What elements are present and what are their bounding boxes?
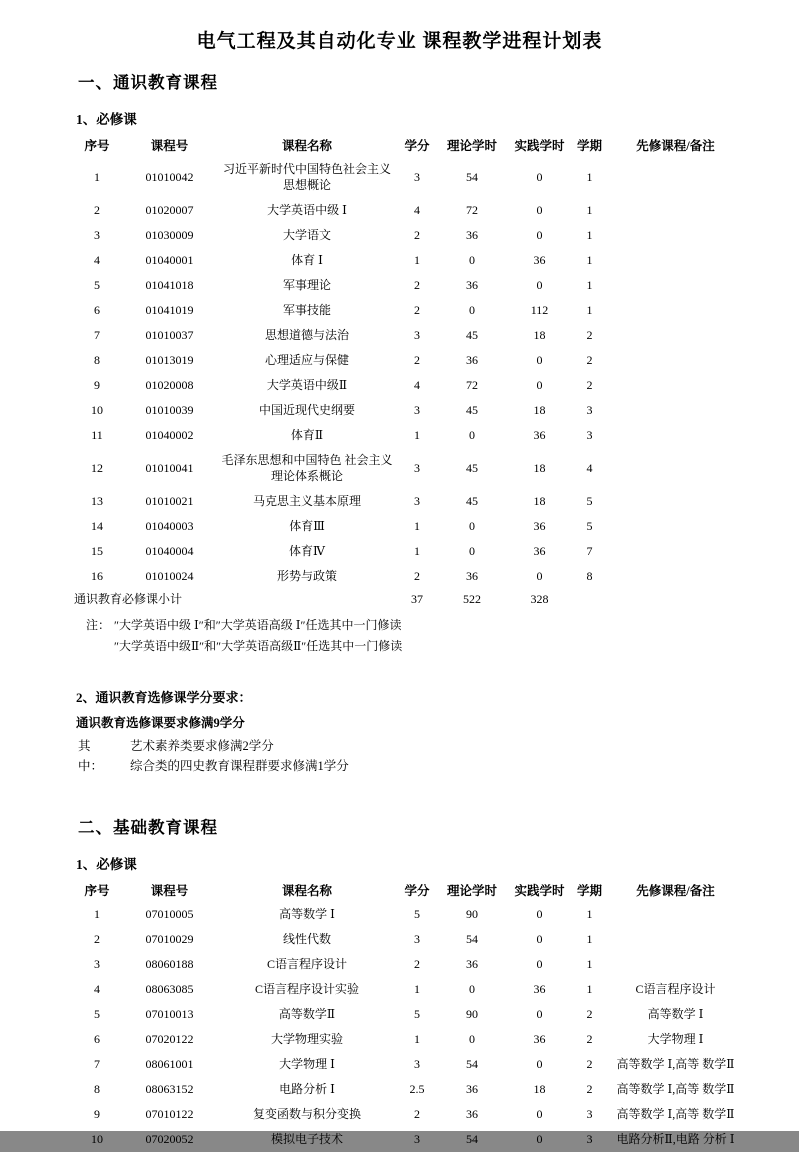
cell-practice: 18 — [533, 328, 546, 342]
cell-id: 01010021 — [145, 494, 194, 508]
cell-credits: 3 — [414, 328, 420, 342]
cell-term: 1 — [586, 228, 593, 242]
cell-credits: 3 — [414, 1132, 420, 1146]
cell-term: 1 — [586, 982, 593, 996]
cell-prereq — [607, 514, 744, 539]
cell-id: 01010037 — [145, 328, 194, 342]
cell-prereq: 高等数学 Ⅰ,高等 数学Ⅱ — [616, 1107, 735, 1121]
column-header: 实践学时 — [514, 139, 565, 153]
section1-required-heading: 1、必修课 — [76, 112, 137, 127]
cell-id: 07010029 — [145, 932, 194, 946]
cell-theory: 54 — [466, 932, 478, 946]
cell-credits: 2 — [414, 353, 420, 367]
cell-credits: 1 — [414, 428, 420, 442]
cell-theory: 36 — [466, 569, 478, 583]
cell-practice: 0 — [536, 957, 543, 971]
column-header: 课程号 — [150, 139, 189, 153]
cell-no: 2 — [94, 932, 100, 946]
cell-practice: 0 — [536, 1057, 543, 1071]
cell-prereq — [607, 298, 744, 323]
cell-name: 模拟电子技术 — [270, 1132, 343, 1146]
course-row — [72, 902, 744, 927]
cell-theory: 36 — [466, 228, 478, 242]
cell-practice: 36 — [533, 544, 546, 558]
table-header-row — [72, 879, 744, 902]
cell-practice: 36 — [533, 519, 546, 533]
cell-no: 5 — [94, 1007, 100, 1021]
cell-no: 7 — [94, 1057, 100, 1071]
course-row — [72, 977, 744, 1002]
course-row — [72, 927, 744, 952]
cell-no: 16 — [91, 569, 103, 583]
column-header: 实践学时 — [514, 884, 565, 898]
cell-id: 07010013 — [145, 1007, 194, 1021]
cell-term: 2 — [586, 328, 593, 342]
cell-prereq: 电路分析Ⅱ,电路 分析 Ⅰ — [616, 1132, 735, 1146]
cell-term: 7 — [586, 544, 593, 558]
cell-no: 3 — [94, 228, 100, 242]
subtotal-credits: 37 — [411, 592, 423, 606]
cell-no: 9 — [94, 378, 100, 392]
cell-prereq — [607, 564, 744, 589]
cell-term: 2 — [586, 1007, 593, 1021]
cell-no: 11 — [91, 428, 103, 442]
cell-theory: 0 — [469, 544, 475, 558]
course-row — [72, 448, 744, 489]
cell-theory: 54 — [466, 170, 478, 184]
table2-header — [72, 879, 744, 902]
column-header: 理论学时 — [446, 139, 497, 153]
cell-term: 2 — [586, 353, 593, 367]
cell-name: 体育Ⅲ — [289, 519, 325, 533]
column-header: 学分 — [404, 139, 430, 153]
cell-prereq — [607, 157, 744, 198]
cell-no: 9 — [94, 1107, 100, 1121]
elective-item-history: 综合类的四史教育课程群要求修满1学分 — [130, 759, 349, 773]
column-header: 先修课程/备注 — [636, 139, 715, 153]
column-header: 学期 — [576, 139, 602, 153]
cell-practice: 0 — [536, 907, 543, 921]
cell-practice: 0 — [536, 378, 543, 392]
cell-theory: 54 — [466, 1132, 478, 1146]
cell-credits: 3 — [414, 170, 420, 184]
cell-theory: 90 — [466, 907, 478, 921]
cell-credits: 1 — [414, 544, 420, 558]
course-row — [72, 323, 744, 348]
course-row — [72, 1052, 744, 1077]
elective-detail-row-1 — [76, 736, 743, 756]
cell-prereq — [607, 398, 744, 423]
cell-name: C语言程序设计实验 — [254, 982, 359, 996]
cell-name: 线性代数 — [282, 932, 331, 946]
side-label-zhong: 中： — [78, 759, 104, 773]
cell-credits: 4 — [414, 378, 420, 392]
cell-id: 01013019 — [145, 353, 194, 367]
column-header: 课程号 — [150, 884, 189, 898]
cell-prereq — [607, 489, 744, 514]
cell-practice: 36 — [533, 428, 546, 442]
cell-no: 6 — [94, 303, 100, 317]
cell-name: 形势与政策 — [276, 569, 337, 583]
cell-name: 军事理论 — [282, 278, 331, 292]
cell-practice: 112 — [530, 303, 549, 317]
cell-term: 8 — [586, 569, 593, 583]
cell-practice: 0 — [536, 932, 543, 946]
page-title: 电气工程及其自动化专业 课程教学进程计划表 — [196, 31, 603, 52]
cell-term: 1 — [586, 957, 593, 971]
course-row — [72, 1027, 744, 1052]
cell-no: 15 — [91, 544, 103, 558]
cell-id: 01020007 — [145, 203, 194, 217]
cell-practice: 0 — [536, 1132, 543, 1146]
course-row — [72, 248, 744, 273]
cell-theory: 0 — [469, 1032, 475, 1046]
cell-practice: 0 — [536, 228, 543, 242]
subtotal-row — [72, 589, 744, 611]
cell-prereq — [607, 539, 744, 564]
cell-prereq — [607, 373, 744, 398]
cell-theory: 0 — [469, 982, 475, 996]
basic-education-course-table — [72, 879, 744, 1152]
cell-credits: 2.5 — [409, 1082, 425, 1096]
cell-theory: 45 — [466, 403, 478, 417]
cell-no: 3 — [94, 957, 100, 971]
section2-heading: 二、基础教育课程 — [78, 818, 218, 837]
cell-id: 07020052 — [145, 1132, 194, 1146]
cell-term: 2 — [586, 378, 593, 392]
cell-id: 01020008 — [145, 378, 194, 392]
cell-term: 5 — [586, 494, 593, 508]
cell-prereq: 高等数学 Ⅰ,高等 数学Ⅱ — [616, 1082, 735, 1096]
cell-credits: 2 — [414, 228, 420, 242]
cell-practice: 0 — [536, 1007, 543, 1021]
note-line-2: ″大学英语中级Ⅱ″和″大学英语高级Ⅱ″任选其中一门修读 — [114, 639, 403, 653]
cell-credits: 5 — [414, 1007, 420, 1021]
cell-id: 01010039 — [145, 403, 194, 417]
course-row — [72, 539, 744, 564]
cell-credits: 4 — [414, 203, 420, 217]
table-header-row — [72, 134, 744, 157]
cell-no: 8 — [94, 353, 100, 367]
cell-prereq — [607, 348, 744, 373]
course-row — [72, 514, 744, 539]
cell-practice: 0 — [536, 278, 543, 292]
cell-name: 高等数学Ⅱ — [278, 1007, 336, 1021]
cell-name: 中国近现代史纲要 — [258, 403, 355, 417]
cell-prereq — [607, 952, 744, 977]
column-header: 课程名称 — [281, 884, 332, 898]
cell-prereq — [607, 423, 744, 448]
column-header: 学期 — [576, 884, 602, 898]
cell-credits: 3 — [414, 1057, 420, 1071]
cell-theory: 0 — [469, 519, 475, 533]
cell-no: 13 — [91, 494, 103, 508]
cell-no: 7 — [94, 328, 100, 342]
cell-name: 电路分析 Ⅰ — [279, 1082, 335, 1096]
cell-id: 08063085 — [145, 982, 194, 996]
elective-total-requirement: 通识教育选修课要求修满9学分 — [76, 716, 245, 730]
cell-practice: 36 — [533, 1032, 546, 1046]
cell-id: 01010024 — [145, 569, 194, 583]
cell-term: 1 — [586, 203, 593, 217]
cell-theory: 54 — [466, 1057, 478, 1071]
course-row — [72, 298, 744, 323]
cell-no: 5 — [94, 278, 100, 292]
cell-term: 1 — [586, 932, 593, 946]
cell-no: 12 — [91, 461, 103, 475]
course-row — [72, 1127, 744, 1152]
cell-id: 01040003 — [145, 519, 194, 533]
column-header: 序号 — [84, 884, 110, 898]
cell-prereq: 高等数学 Ⅰ,高等 数学Ⅱ — [616, 1057, 735, 1071]
course-row — [72, 423, 744, 448]
course-row — [72, 1002, 744, 1027]
section2-required-heading: 1、必修课 — [76, 857, 137, 872]
subtotal-theory-hours: 522 — [463, 592, 481, 606]
cell-name: 体育 Ⅰ — [291, 253, 323, 267]
cell-name: 大学物理实验 — [270, 1032, 343, 1046]
column-header: 序号 — [84, 139, 110, 153]
table1-notes — [86, 615, 743, 657]
course-row — [72, 952, 744, 977]
table1-body — [72, 157, 744, 589]
cell-name: 马克思主义基本原理 — [252, 494, 361, 508]
cell-term: 2 — [586, 1057, 593, 1071]
cell-id: 08063152 — [145, 1082, 194, 1096]
cell-credits: 3 — [414, 403, 420, 417]
course-row — [72, 373, 744, 398]
cell-term: 3 — [586, 1132, 593, 1146]
cell-theory: 90 — [466, 1007, 478, 1021]
note-line-1: ″大学英语中级 Ⅰ″和″大学英语高级 Ⅰ″任选其中一门修读 — [114, 618, 402, 632]
subtotal-label: 通识教育必修课小计 — [74, 592, 183, 606]
cell-prereq — [607, 248, 744, 273]
cell-term: 3 — [586, 428, 593, 442]
course-row — [72, 1102, 744, 1127]
course-row — [72, 489, 744, 514]
course-row — [72, 273, 744, 298]
cell-name: 心理适应与保健 — [264, 353, 349, 367]
cell-name: 复变函数与积分变换 — [252, 1107, 361, 1121]
cell-no: 10 — [91, 1132, 103, 1146]
elective-item-art: 艺术素养类要求修满2学分 — [130, 739, 274, 753]
cell-name: 大学英语中级 Ⅰ — [267, 203, 347, 217]
cell-term: 1 — [586, 907, 593, 921]
cell-practice: 36 — [533, 982, 546, 996]
cell-id: 08061001 — [145, 1057, 194, 1071]
cell-name: 大学语文 — [282, 228, 331, 242]
course-row — [72, 1077, 744, 1102]
cell-credits: 1 — [414, 519, 420, 533]
elective-heading: 2、通识教育选修课学分要求： — [76, 690, 252, 705]
cell-id: 01030009 — [145, 228, 194, 242]
cell-term: 2 — [586, 1032, 593, 1046]
cell-practice: 18 — [533, 461, 546, 475]
elective-detail-row-2 — [76, 756, 743, 776]
cell-term: 4 — [586, 461, 593, 475]
cell-no: 6 — [94, 1032, 100, 1046]
cell-theory: 36 — [466, 353, 478, 367]
cell-term: 1 — [586, 278, 593, 292]
cell-prereq — [607, 273, 744, 298]
cell-name: 思想道德与法治 — [264, 328, 349, 342]
cell-prereq: C语言程序设计 — [635, 982, 716, 996]
cell-theory: 72 — [466, 378, 478, 392]
cell-id: 01010042 — [145, 170, 194, 184]
course-row — [72, 198, 744, 223]
cell-prereq — [607, 223, 744, 248]
cell-term: 1 — [586, 170, 593, 184]
cell-name: 体育Ⅳ — [289, 544, 325, 558]
cell-id: 01041018 — [145, 278, 194, 292]
cell-credits: 5 — [414, 907, 420, 921]
column-header: 学分 — [404, 884, 430, 898]
cell-id: 01040002 — [145, 428, 194, 442]
cell-name: 高等数学 Ⅰ — [279, 907, 335, 921]
cell-practice: 0 — [536, 170, 543, 184]
cell-practice: 36 — [533, 253, 546, 267]
column-header: 先修课程/备注 — [636, 884, 715, 898]
cell-no: 8 — [94, 1082, 100, 1096]
cell-practice: 18 — [533, 494, 546, 508]
cell-name: 毛泽东思想和中国特色 社会主义 理论体系概论 — [221, 453, 393, 483]
cell-theory: 36 — [466, 1107, 478, 1121]
cell-theory: 36 — [466, 957, 478, 971]
cell-name: 体育Ⅱ — [290, 428, 324, 442]
cell-no: 4 — [94, 982, 100, 996]
cell-credits: 2 — [414, 303, 420, 317]
cell-credits: 2 — [414, 278, 420, 292]
cell-theory: 72 — [466, 203, 478, 217]
cell-prereq — [607, 902, 744, 927]
cell-name: C语言程序设计 — [266, 957, 347, 971]
cell-theory: 36 — [466, 1082, 478, 1096]
subtotal-practice-hours: 328 — [530, 592, 549, 606]
cell-no: 1 — [94, 907, 100, 921]
column-header: 课程名称 — [281, 139, 332, 153]
cell-theory: 45 — [466, 461, 478, 475]
cell-no: 14 — [91, 519, 103, 533]
cell-no: 1 — [94, 170, 100, 184]
cell-id: 01040001 — [145, 253, 194, 267]
cell-name: 军事技能 — [282, 303, 331, 317]
cell-term: 1 — [586, 253, 593, 267]
cell-theory: 45 — [466, 494, 478, 508]
course-row — [72, 348, 744, 373]
table1-subtotal — [72, 589, 744, 611]
cell-prereq — [607, 323, 744, 348]
cell-term: 3 — [586, 403, 593, 417]
cell-credits: 1 — [414, 1032, 420, 1046]
cell-id: 07020122 — [145, 1032, 194, 1046]
cell-practice: 18 — [533, 1082, 546, 1096]
cell-credits: 1 — [414, 253, 420, 267]
cell-credits: 1 — [414, 982, 420, 996]
cell-credits: 3 — [414, 494, 420, 508]
cell-term: 2 — [586, 1082, 593, 1096]
cell-practice: 0 — [536, 569, 543, 583]
cell-name: 大学英语中级Ⅱ — [266, 378, 348, 392]
cell-theory: 0 — [469, 303, 475, 317]
side-label-qi: 其 — [78, 739, 91, 753]
table1-header — [72, 134, 744, 157]
cell-prereq: 大学物理 Ⅰ — [647, 1032, 704, 1046]
course-row — [72, 564, 744, 589]
cell-id: 01010041 — [145, 461, 194, 475]
cell-id: 07010005 — [145, 907, 194, 921]
cell-id: 01040004 — [145, 544, 194, 558]
cell-id: 07010122 — [145, 1107, 194, 1121]
column-header: 理论学时 — [446, 884, 497, 898]
cell-theory: 36 — [466, 278, 478, 292]
cell-theory: 0 — [469, 428, 475, 442]
cell-term: 1 — [586, 303, 593, 317]
course-row — [72, 157, 744, 198]
note-label: 注： — [86, 618, 111, 632]
elective-requirements — [76, 687, 743, 776]
cell-credits: 2 — [414, 1107, 420, 1121]
cell-name: 大学物理 Ⅰ — [279, 1057, 335, 1071]
cell-prereq — [607, 198, 744, 223]
section1-heading: 一、通识教育课程 — [78, 73, 218, 92]
cell-prereq — [607, 927, 744, 952]
cell-no: 2 — [94, 203, 100, 217]
course-row — [72, 398, 744, 423]
course-row — [72, 223, 744, 248]
cell-id: 08060188 — [145, 957, 194, 971]
cell-practice: 18 — [533, 403, 546, 417]
cell-theory: 45 — [466, 328, 478, 342]
cell-practice: 0 — [536, 1107, 543, 1121]
cell-term: 5 — [586, 519, 593, 533]
cell-id: 01041019 — [145, 303, 194, 317]
cell-no: 10 — [91, 403, 103, 417]
cell-no: 4 — [94, 253, 100, 267]
cell-theory: 0 — [469, 253, 475, 267]
table2-body — [72, 902, 744, 1152]
cell-credits: 3 — [414, 932, 420, 946]
cell-practice: 0 — [536, 353, 543, 367]
cell-name: 习近平新时代中国特色社会主义 思想概论 — [222, 162, 391, 192]
cell-practice: 0 — [536, 203, 543, 217]
general-education-course-table — [72, 134, 744, 611]
cell-term: 3 — [586, 1107, 593, 1121]
cell-credits: 2 — [414, 957, 420, 971]
cell-credits: 2 — [414, 569, 420, 583]
cell-credits: 3 — [414, 461, 420, 475]
cell-prereq: 高等数学 Ⅰ — [647, 1007, 704, 1021]
cell-prereq — [607, 448, 744, 489]
